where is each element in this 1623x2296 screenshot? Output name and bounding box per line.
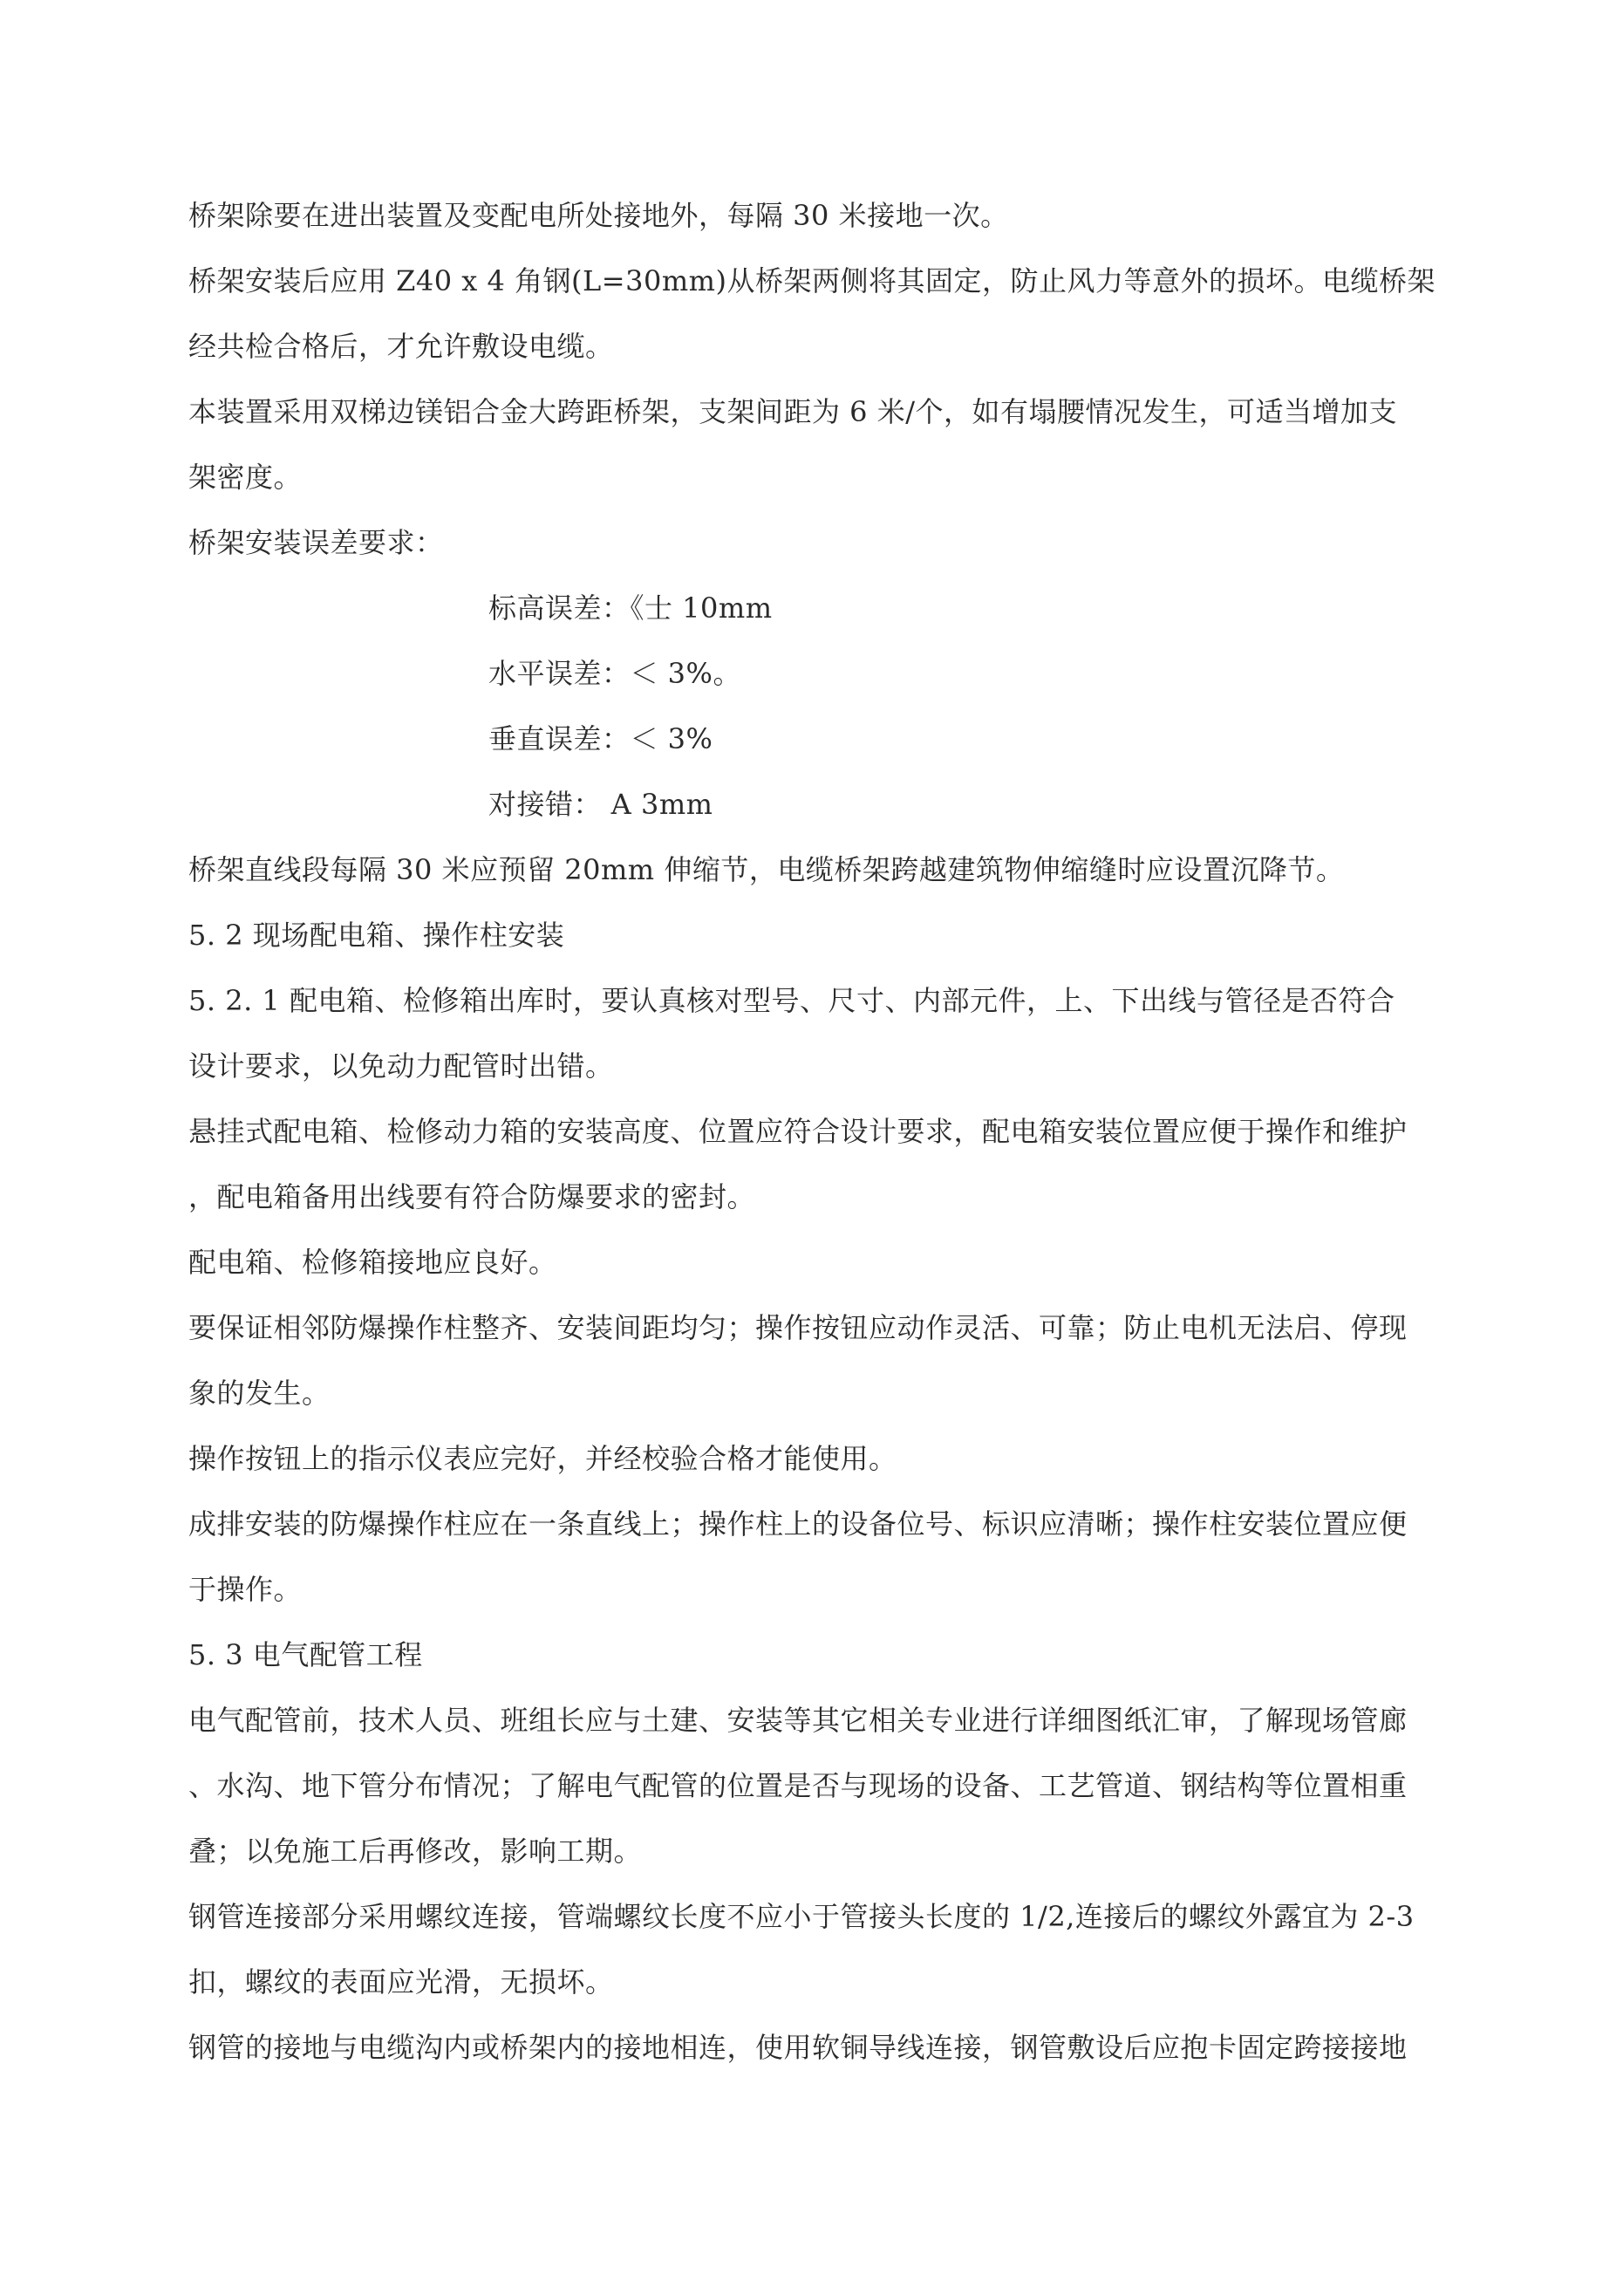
text-line: 水平误差：＜ 3%。 (488, 657, 741, 690)
text-line: 设计要求，以免动力配管时出错。 (188, 1049, 614, 1083)
text-line: 、水沟、地下管分布情况；了解电气配管的位置是否与现场的设备、工艺管道、钢结构等位置相重 (188, 1769, 1408, 1802)
text-line: 象的发生。 (188, 1377, 331, 1410)
text-line: 架密度。 (188, 461, 303, 494)
text-line: 叠；以免施工后再修改，影响工期。 (188, 1835, 643, 1868)
text-line: 成排安装的防爆操作柱应在一条直线上；操作柱上的设备位号、标识应清晰；操作柱安装位置应便 (188, 1507, 1408, 1541)
text-line: 配电箱、检修箱接地应良好。 (188, 1246, 557, 1279)
text-line: 电气配管前，技术人员、班组长应与土建、安装等其它相关专业进行详细图纸汇审，了解现场管廊 (188, 1704, 1408, 1737)
text-line: 对接错： A 3mm (488, 788, 713, 821)
text-line: 5. 2. 1 配电箱、检修箱出库时，要认真核对型号、尺寸、内部元件，上、下出线与管径是否符合 (188, 984, 1395, 1017)
text-line: 钢管的接地与电缆沟内或桥架内的接地相连，使用软铜导线连接，钢管敷设后应抱卡固定跨接接地 (188, 2031, 1408, 2064)
text-line: 桥架安装后应用 Z40 x 4 角钢(L=30mm)从桥架两侧将其固定，防止风力等意外的损坏。电缆桥架 (188, 264, 1435, 297)
text-line: 悬挂式配电箱、检修动力箱的安装高度、位置应符合设计要求，配电箱安装位置应便于操作和维护 (188, 1115, 1408, 1148)
text-line: 于操作。 (188, 1573, 303, 1606)
text-line: 桥架除要在进出装置及变配电所处接地外，每隔 30 米接地一次。 (188, 199, 1009, 232)
text-line: 扣，螺纹的表面应光滑，无损坏。 (188, 1965, 614, 1999)
text-line: ，配电箱备用出线要有符合防爆要求的密封。 (188, 1180, 756, 1213)
text-line: 桥架安装误差要求： (188, 526, 444, 559)
text-line: 经共检合格后，才允许敷设电缆。 (188, 330, 614, 363)
text-line: 操作按钮上的指示仪表应完好，并经校验合格才能使用。 (188, 1442, 897, 1475)
text-line: 要保证相邻防爆操作柱整齐、安装间距均匀；操作按钮应动作灵活、可靠；防止电机无法启、停现 (188, 1311, 1408, 1344)
text-line: 桥架直线段每隔 30 米应预留 20mm 伸缩节，电缆桥架跨越建筑物伸缩缝时应设置沉降节。 (188, 853, 1345, 886)
text-line: 钢管连接部分采用螺纹连接，管端螺纹长度不应小于管接头长度的 1/2,连接后的螺纹外露宜为 2-3 (188, 1900, 1415, 1933)
text-line: 标高误差：《士 10mm (488, 591, 773, 625)
section-heading: 5. 2 现场配电箱、操作柱安装 (188, 919, 565, 952)
text-line: 本装置采用双梯边镁铝合金大跨距桥架，支架间距为 6 米/个，如有塌腰情况发生，可适当增加支 (188, 395, 1397, 428)
text-line: 垂直误差：＜ 3% (488, 722, 713, 755)
section-heading: 5. 3 电气配管工程 (188, 1638, 423, 1671)
